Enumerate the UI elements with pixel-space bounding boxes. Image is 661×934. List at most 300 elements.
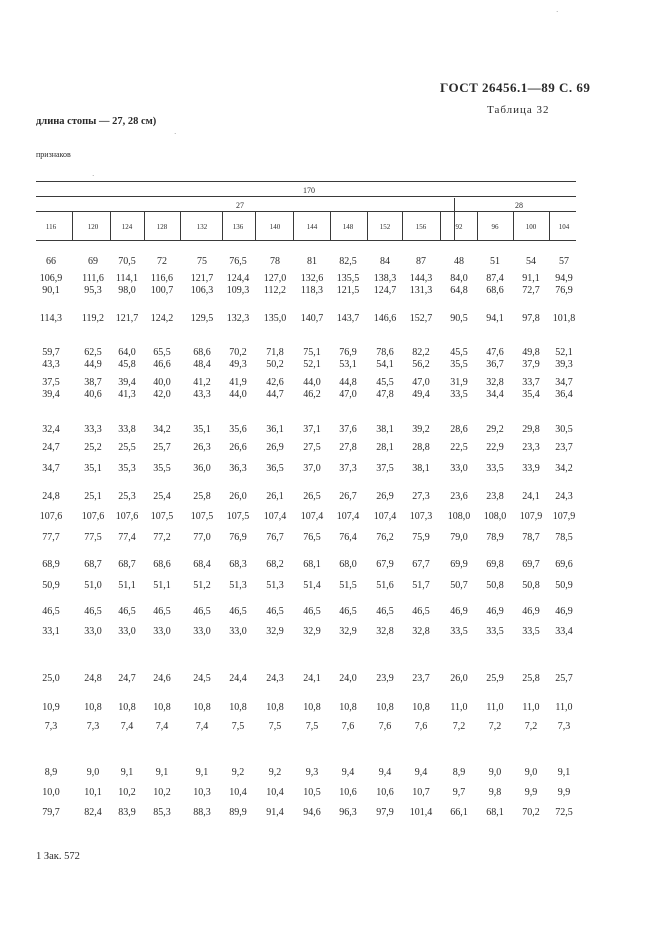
table-cell: 10,8 (376, 702, 394, 713)
column-header: 144 (306, 223, 318, 231)
table-cell: 108,0 (483, 511, 507, 522)
table-cell: 10,7 (412, 787, 430, 798)
table-cell: 100,7 (150, 285, 174, 296)
table-cell: 50,2 (266, 359, 284, 370)
column-header: 100 (525, 223, 537, 231)
table-cell: 10,8 (193, 702, 211, 713)
table-cell: 24,8 (42, 491, 60, 502)
column-header: 116 (45, 223, 57, 231)
table-cell: 68,0 (339, 559, 357, 570)
table-cell: 50,9 (555, 580, 573, 591)
table-cell: 107,5 (190, 511, 214, 522)
table-cell: 11,0 (522, 702, 540, 713)
table-cell: 94,1 (486, 313, 504, 324)
column-header: 120 (87, 223, 99, 231)
table-cell: 111,6 (82, 273, 104, 284)
table-cell: 7,4 (120, 721, 134, 732)
table-cell: 107,4 (263, 511, 287, 522)
table-subtitle: длина стопы — 27, 28 см) (36, 116, 157, 127)
table-cell: 101,4 (409, 807, 433, 818)
table-cell: 54 (526, 256, 536, 267)
table-cell: 24,3 (266, 673, 284, 684)
column-divider (402, 212, 403, 240)
table-cell: 32,8 (486, 377, 504, 388)
table-cell: 64,8 (450, 285, 468, 296)
table-cell: 7,4 (195, 721, 209, 732)
table-top-rule (36, 181, 576, 182)
column-divider (367, 212, 368, 240)
table-cell: 68,6 (193, 347, 211, 358)
table-cell: 10,8 (118, 702, 136, 713)
table-cell: 37,5 (42, 377, 60, 388)
table-cell: 108,0 (447, 511, 471, 522)
table-cell: 32,9 (266, 626, 284, 637)
table-cell: 69 (88, 256, 98, 267)
table-cell: 98,0 (118, 285, 136, 296)
table-cell: 45,5 (450, 347, 468, 358)
column-divider (477, 212, 478, 240)
table-cell: 46,2 (303, 389, 321, 400)
table-cell: 68,9 (42, 559, 60, 570)
table-cell: 33,5 (486, 626, 504, 637)
table-cell: 10,8 (229, 702, 247, 713)
column-header: 136 (232, 223, 244, 231)
table-cell: 25,8 (522, 673, 540, 684)
table-cell: 10,6 (376, 787, 394, 798)
table-cell: 76,9 (229, 532, 247, 543)
table-cell: 70,5 (118, 256, 136, 267)
table-cell: 51,1 (153, 580, 171, 591)
table-cell: 67,9 (376, 559, 394, 570)
column-header: 96 (491, 223, 499, 231)
table-cell: 77,5 (84, 532, 102, 543)
table-cell: 68,7 (118, 559, 136, 570)
table-cell: 106,3 (190, 285, 214, 296)
table-cell: 47,0 (412, 377, 430, 388)
column-header: 92 (455, 223, 463, 231)
table-cell: 35,1 (193, 424, 211, 435)
table-cell: 9,0 (86, 767, 100, 778)
table-cell: 24,5 (193, 673, 211, 684)
table-cell: 76,4 (339, 532, 357, 543)
table-cell: 46,9 (555, 606, 573, 617)
table-cell: 77,4 (118, 532, 136, 543)
table-cell: 33,5 (450, 389, 468, 400)
table-cell: 78 (270, 256, 280, 267)
table-cell: 10,2 (118, 787, 136, 798)
table-cell: 25,0 (42, 673, 60, 684)
scan-speck: · (174, 130, 177, 138)
table-cell: 50,8 (486, 580, 504, 591)
table-cell: 76,5 (303, 532, 321, 543)
table-cell: 114,3 (39, 313, 63, 324)
table-cell: 24,0 (339, 673, 357, 684)
table-cell: 51 (490, 256, 500, 267)
table-cell: 47,8 (376, 389, 394, 400)
column-header: 140 (269, 223, 281, 231)
table-cell: 46,5 (339, 606, 357, 617)
table-cell: 46,5 (84, 606, 102, 617)
table-cell: 69,6 (555, 559, 573, 570)
table-cell: 62,5 (84, 347, 102, 358)
table-cell: 51,2 (193, 580, 211, 591)
table-cell: 65,5 (153, 347, 171, 358)
table-cell: 84,0 (450, 273, 468, 284)
table-cell: 33,9 (522, 463, 540, 474)
table-cell: 49,4 (412, 389, 430, 400)
table-cell: 79,7 (42, 807, 60, 818)
table-cell: 51,0 (84, 580, 102, 591)
foot-group-label-28: 28 (515, 201, 523, 210)
table-cell: 9,0 (524, 767, 538, 778)
table-cell: 68,3 (229, 559, 247, 570)
table-cell: 107,9 (519, 511, 543, 522)
table-cell: 76,9 (555, 285, 573, 296)
table-cell: 83,9 (118, 807, 136, 818)
table-cell: 36,3 (229, 463, 247, 474)
table-cell: 46,6 (153, 359, 171, 370)
table-cell: 24,1 (303, 673, 321, 684)
table-cell: 25,3 (118, 491, 136, 502)
table-cell: 9,8 (488, 787, 502, 798)
foot-group-label-27: 27 (236, 201, 244, 210)
table-cell: 10,4 (229, 787, 247, 798)
table-cell: 28,1 (376, 442, 394, 453)
footer-note: 1 Зак. 572 (36, 851, 80, 862)
table-cell: 9,4 (378, 767, 392, 778)
table-cell: 28,8 (412, 442, 430, 453)
table-cell: 132,6 (300, 273, 324, 284)
table-cell: 36,4 (555, 389, 573, 400)
table-cell: 68,4 (193, 559, 211, 570)
table-cell: 46,5 (118, 606, 136, 617)
table-cell: 10,8 (84, 702, 102, 713)
foot-group-divider (454, 198, 455, 241)
table-cell: 9,1 (120, 767, 134, 778)
table-cell: 69,7 (522, 559, 540, 570)
table-cell: 33,0 (118, 626, 136, 637)
table-cell: 135,5 (336, 273, 360, 284)
table-cell: 35,4 (522, 389, 540, 400)
table-cell: 7,6 (341, 721, 355, 732)
table-cell: 32,8 (412, 626, 430, 637)
table-cell: 51,3 (229, 580, 247, 591)
column-header: 132 (196, 223, 208, 231)
table-cell: 24,6 (153, 673, 171, 684)
column-header: 128 (156, 223, 168, 231)
table-cell: 35,1 (84, 463, 102, 474)
table-cell: 39,2 (412, 424, 430, 435)
table-cell: 10,5 (303, 787, 321, 798)
table-cell: 35,6 (229, 424, 247, 435)
table-cell: 25,2 (84, 442, 102, 453)
table-cell: 33,5 (450, 626, 468, 637)
table-cell: 107,5 (226, 511, 250, 522)
table-cell: 118,3 (300, 285, 324, 296)
table-cell: 72,5 (555, 807, 573, 818)
table-cell: 124,2 (150, 313, 174, 324)
table-cell: 7,5 (305, 721, 319, 732)
table-cell: 116,6 (150, 273, 174, 284)
table-cell: 10,9 (42, 702, 60, 713)
table-cell: 7,6 (378, 721, 392, 732)
table-cell: 41,9 (229, 377, 247, 388)
table-cell: 47,6 (486, 347, 504, 358)
table-cell: 107,4 (300, 511, 324, 522)
table-cell: 56,2 (412, 359, 430, 370)
table-cell: 144,3 (409, 273, 433, 284)
table-cell: 46,5 (376, 606, 394, 617)
table-cell: 44,9 (84, 359, 102, 370)
table-cell: 51,1 (118, 580, 136, 591)
table-cell: 72,7 (522, 285, 540, 296)
table-cell: 25,9 (486, 673, 504, 684)
table-cell: 26,7 (339, 491, 357, 502)
table-cell: 46,5 (412, 606, 430, 617)
table-cell: 7,3 (557, 721, 571, 732)
table-cell: 106,9 (39, 273, 63, 284)
table-cell: 38,1 (376, 424, 394, 435)
table-cell: 46,5 (266, 606, 284, 617)
table-cell: 26,9 (376, 491, 394, 502)
table-cell: 38,1 (412, 463, 430, 474)
table-cell: 42,0 (153, 389, 171, 400)
table-cell: 75,1 (303, 347, 321, 358)
table-cell: 81 (307, 256, 317, 267)
table-label: Таблица 32 (487, 104, 550, 116)
table-cell: 78,5 (555, 532, 573, 543)
table-cell: 26,3 (193, 442, 211, 453)
table-cell: 11,0 (486, 702, 504, 713)
table-cell: 70,2 (522, 807, 540, 818)
table-cell: 52,1 (555, 347, 573, 358)
table-cell: 119,2 (81, 313, 105, 324)
table-cell: 76,9 (339, 347, 357, 358)
table-cell: 33,1 (42, 626, 60, 637)
table-cell: 33,4 (555, 626, 573, 637)
table-cell: 107,6 (81, 511, 105, 522)
column-divider (549, 212, 550, 240)
column-divider (222, 212, 223, 240)
table-cell: 66 (46, 256, 56, 267)
table-cell: 22,9 (486, 442, 504, 453)
table-cell: 69,9 (450, 559, 468, 570)
table-cell: 45,8 (118, 359, 136, 370)
table-cell: 68,6 (153, 559, 171, 570)
table-cell: 39,4 (118, 377, 136, 388)
column-divider (513, 212, 514, 240)
table-cell: 26,0 (229, 491, 247, 502)
column-divider (293, 212, 294, 240)
table-cell: 36,0 (193, 463, 211, 474)
table-cell: 34,7 (42, 463, 60, 474)
table-cell: 46,5 (42, 606, 60, 617)
table-cell: 107,4 (373, 511, 397, 522)
table-cell: 51,4 (303, 580, 321, 591)
table-cell: 50,8 (522, 580, 540, 591)
table-cell: 10,0 (42, 787, 60, 798)
table-cell: 9,2 (231, 767, 245, 778)
table-cell: 23,6 (450, 491, 468, 502)
table-cell: 76,7 (266, 532, 284, 543)
table-cell: 68,6 (486, 285, 504, 296)
table-cell: 135,0 (263, 313, 287, 324)
table-cell: 7,2 (488, 721, 502, 732)
scan-speck: · (556, 8, 559, 16)
table-cell: 37,1 (303, 424, 321, 435)
table-cell: 107,5 (150, 511, 174, 522)
table-cell: 37,3 (339, 463, 357, 474)
table-cell: 29,8 (522, 424, 540, 435)
table-cell: 138,3 (373, 273, 397, 284)
table-cell: 129,5 (190, 313, 214, 324)
table-cell: 107,6 (39, 511, 63, 522)
table-cell: 46,5 (193, 606, 211, 617)
table-cell: 23,8 (486, 491, 504, 502)
table-cell: 36,1 (266, 424, 284, 435)
table-cell: 91,4 (266, 807, 284, 818)
table-cell: 82,5 (339, 256, 357, 267)
table-cell: 10,8 (266, 702, 284, 713)
table-cell: 27,3 (412, 491, 430, 502)
column-divider (440, 212, 441, 240)
table-cell: 69,8 (486, 559, 504, 570)
table-cell: 47,0 (339, 389, 357, 400)
table-cell: 46,5 (229, 606, 247, 617)
table-cell: 35,3 (118, 463, 136, 474)
table-cell: 44,8 (339, 377, 357, 388)
table-cell: 7,2 (524, 721, 538, 732)
table-cell: 77,2 (153, 532, 171, 543)
table-cell: 33,0 (193, 626, 211, 637)
table-cell: 33,7 (522, 377, 540, 388)
table-cell: 23,7 (412, 673, 430, 684)
column-divider (72, 212, 73, 240)
table-cell: 59,7 (42, 347, 60, 358)
table-cell: 44,7 (266, 389, 284, 400)
table-cell: 29,2 (486, 424, 504, 435)
table-cell: 27,8 (339, 442, 357, 453)
table-cell: 33,5 (522, 626, 540, 637)
table-cell: 68,1 (486, 807, 504, 818)
table-cell: 91,1 (522, 273, 540, 284)
table-cell: 31,9 (450, 377, 468, 388)
table-cell: 22,5 (450, 442, 468, 453)
foot-group-rule (36, 211, 576, 212)
table-cell: 9,7 (452, 787, 466, 798)
table-cell: 78,9 (486, 532, 504, 543)
table-cell: 76,2 (376, 532, 394, 543)
table-cell: 82,2 (412, 347, 430, 358)
table-cell: 24,1 (522, 491, 540, 502)
table-cell: 68,7 (84, 559, 102, 570)
table-cell: 42,6 (266, 377, 284, 388)
table-cell: 76,5 (229, 256, 247, 267)
table-cell: 23,7 (555, 442, 573, 453)
table-cell: 87,4 (486, 273, 504, 284)
table-cell: 124,4 (226, 273, 250, 284)
table-cell: 88,3 (193, 807, 211, 818)
table-cell: 25,7 (555, 673, 573, 684)
table-cell: 32,4 (42, 424, 60, 435)
table-cell: 46,5 (153, 606, 171, 617)
table-cell: 28,6 (450, 424, 468, 435)
table-cell: 41,2 (193, 377, 211, 388)
table-cell: 66,1 (450, 807, 468, 818)
table-cell: 79,0 (450, 532, 468, 543)
table-cell: 44,0 (229, 389, 247, 400)
table-cell: 52,1 (303, 359, 321, 370)
table-cell: 10,1 (84, 787, 102, 798)
table-cell: 140,7 (300, 313, 324, 324)
table-cell: 9,2 (268, 767, 282, 778)
table-cell: 51,6 (376, 580, 394, 591)
table-cell: 25,8 (193, 491, 211, 502)
height-group-rule (36, 196, 576, 197)
table-cell: 10,8 (303, 702, 321, 713)
table-cell: 33,0 (84, 626, 102, 637)
table-cell: 44,0 (303, 377, 321, 388)
table-cell: 67,7 (412, 559, 430, 570)
table-cell: 75 (197, 256, 207, 267)
height-group-label: 170 (303, 186, 315, 195)
table-cell: 39,4 (42, 389, 60, 400)
table-cell: 77,7 (42, 532, 60, 543)
table-cell: 121,7 (115, 313, 139, 324)
table-cell: 34,4 (486, 389, 504, 400)
table-cell: 9,9 (557, 787, 571, 798)
table-cell: 46,9 (450, 606, 468, 617)
table-cell: 41,3 (118, 389, 136, 400)
table-cell: 25,4 (153, 491, 171, 502)
table-cell: 26,5 (303, 491, 321, 502)
table-cell: 71,8 (266, 347, 284, 358)
table-cell: 109,3 (226, 285, 250, 296)
table-cell: 24,8 (84, 673, 102, 684)
table-cell: 11,0 (450, 702, 468, 713)
table-cell: 90,1 (42, 285, 60, 296)
table-cell: 121,5 (336, 285, 360, 296)
table-cell: 39,3 (555, 359, 573, 370)
table-cell: 32,8 (376, 626, 394, 637)
table-cell: 34,2 (153, 424, 171, 435)
table-cell: 85,3 (153, 807, 171, 818)
table-cell: 9,0 (488, 767, 502, 778)
column-header: 104 (558, 223, 570, 231)
table-cell: 37,5 (376, 463, 394, 474)
table-cell: 9,3 (305, 767, 319, 778)
table-cell: 35,5 (153, 463, 171, 474)
table-cell: 107,6 (115, 511, 139, 522)
table-cell: 146,6 (373, 313, 397, 324)
table-cell: 33,8 (118, 424, 136, 435)
table-cell: 40,6 (84, 389, 102, 400)
table-cell: 7,3 (86, 721, 100, 732)
table-cell: 33,0 (153, 626, 171, 637)
table-cell: 51,5 (339, 580, 357, 591)
table-cell: 46,9 (486, 606, 504, 617)
table-cell: 37,6 (339, 424, 357, 435)
column-divider (330, 212, 331, 240)
table-cell: 26,9 (266, 442, 284, 453)
table-cell: 43,3 (42, 359, 60, 370)
table-cell: 34,2 (555, 463, 573, 474)
column-divider (180, 212, 181, 240)
table-cell: 43,3 (193, 389, 211, 400)
table-cell: 94,6 (303, 807, 321, 818)
table-cell: 7,4 (155, 721, 169, 732)
table-cell: 10,8 (412, 702, 430, 713)
